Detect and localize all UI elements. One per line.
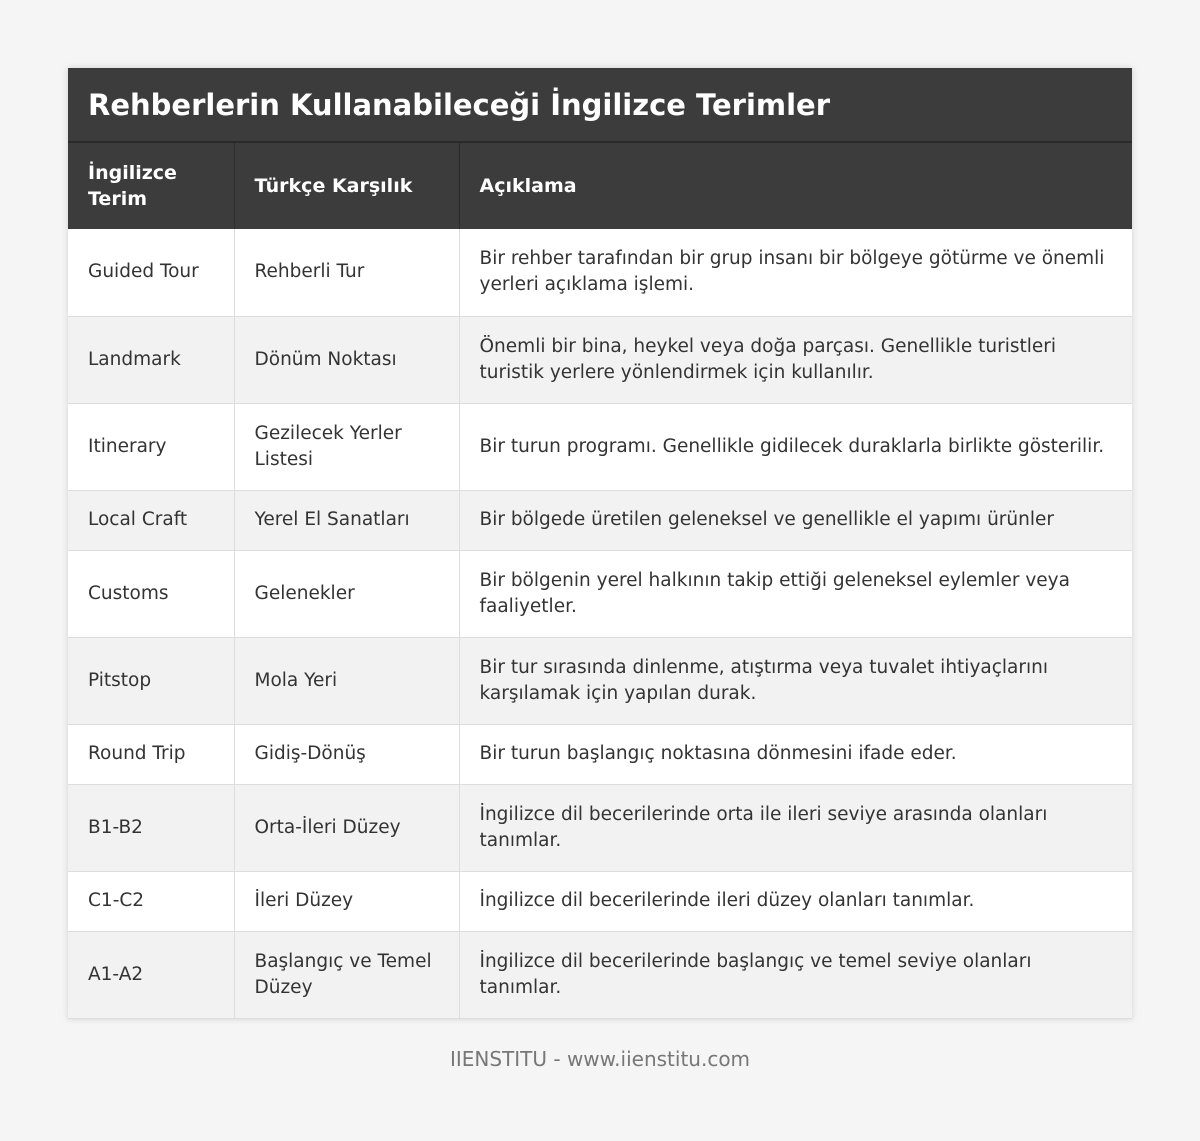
cell-turkish-term: Gidiş-Dönüş xyxy=(234,724,459,784)
cell-english-term: Itinerary xyxy=(68,403,234,490)
cell-description: İngilizce dil becerilerinde orta ile ileri seviye arasında olanları tanımlar. xyxy=(459,784,1132,871)
cell-english-term: Round Trip xyxy=(68,724,234,784)
cell-turkish-term: Mola Yeri xyxy=(234,637,459,724)
cell-english-term: Pitstop xyxy=(68,637,234,724)
cell-english-term: Customs xyxy=(68,550,234,637)
table-row xyxy=(68,871,1132,931)
table-row xyxy=(68,637,1132,724)
column-header-description: Açıklama xyxy=(459,143,1132,229)
table-row xyxy=(68,490,1132,550)
cell-turkish-term: Yerel El Sanatları xyxy=(234,490,459,550)
cell-turkish-term: Başlangıç ve Temel Düzey xyxy=(234,931,459,1018)
terms-table-card xyxy=(68,68,1132,1019)
cell-description: Bir bölgede üretilen geleneksel ve genellikle el yapımı ürünler xyxy=(459,490,1132,550)
table-body xyxy=(68,229,1132,1018)
column-header-english: İngilizce Terim xyxy=(68,143,234,229)
cell-description: Önemli bir bina, heykel veya doğa parçası. Genellikle turistleri turistik yerlere yönlendirmek için kullanılır. xyxy=(459,316,1132,403)
cell-description: Bir turun programı. Genellikle gidilecek duraklarla birlikte gösterilir. xyxy=(459,403,1132,490)
cell-turkish-term: Gezilecek Yerler Listesi xyxy=(234,403,459,490)
cell-english-term: Guided Tour xyxy=(68,229,234,316)
cell-turkish-term: Rehberli Tur xyxy=(234,229,459,316)
terms-table xyxy=(68,143,1132,1019)
cell-english-term: Landmark xyxy=(68,316,234,403)
cell-description: Bir turun başlangıç noktasına dönmesini ifade eder. xyxy=(459,724,1132,784)
table-row xyxy=(68,550,1132,637)
table-row xyxy=(68,403,1132,490)
table-title: Rehberlerin Kullanabileceği İngilizce Terimler xyxy=(68,68,1132,143)
table-row xyxy=(68,229,1132,316)
cell-turkish-term: Dönüm Noktası xyxy=(234,316,459,403)
cell-description: İngilizce dil becerilerinde ileri düzey olanları tanımlar. xyxy=(459,871,1132,931)
cell-turkish-term: Gelenekler xyxy=(234,550,459,637)
table-header xyxy=(68,143,1132,229)
table-row xyxy=(68,931,1132,1018)
footer-credit: IIENSTITU - www.iienstitu.com xyxy=(449,1047,751,1071)
cell-english-term: A1-A2 xyxy=(68,931,234,1018)
cell-english-term: C1-C2 xyxy=(68,871,234,931)
cell-description: Bir rehber tarafından bir grup insanı bir bölgeye götürme ve önemli yerleri açıklama işlemi. xyxy=(459,229,1132,316)
cell-turkish-term: Orta-İleri Düzey xyxy=(234,784,459,871)
cell-description: İngilizce dil becerilerinde başlangıç ve temel seviye olanları tanımlar. xyxy=(459,931,1132,1018)
table-row xyxy=(68,724,1132,784)
cell-turkish-term: İleri Düzey xyxy=(234,871,459,931)
table-row xyxy=(68,316,1132,403)
column-header-turkish: Türkçe Karşılık xyxy=(234,143,459,229)
cell-description: Bir tur sırasında dinlenme, atıştırma veya tuvalet ihtiyaçlarını karşılamak için yapılan durak. xyxy=(459,637,1132,724)
header-row xyxy=(68,143,1132,229)
cell-description: Bir bölgenin yerel halkının takip ettiği geleneksel eylemler veya faaliyetler. xyxy=(459,550,1132,637)
table-row xyxy=(68,784,1132,871)
cell-english-term: Local Craft xyxy=(68,490,234,550)
cell-english-term: B1-B2 xyxy=(68,784,234,871)
